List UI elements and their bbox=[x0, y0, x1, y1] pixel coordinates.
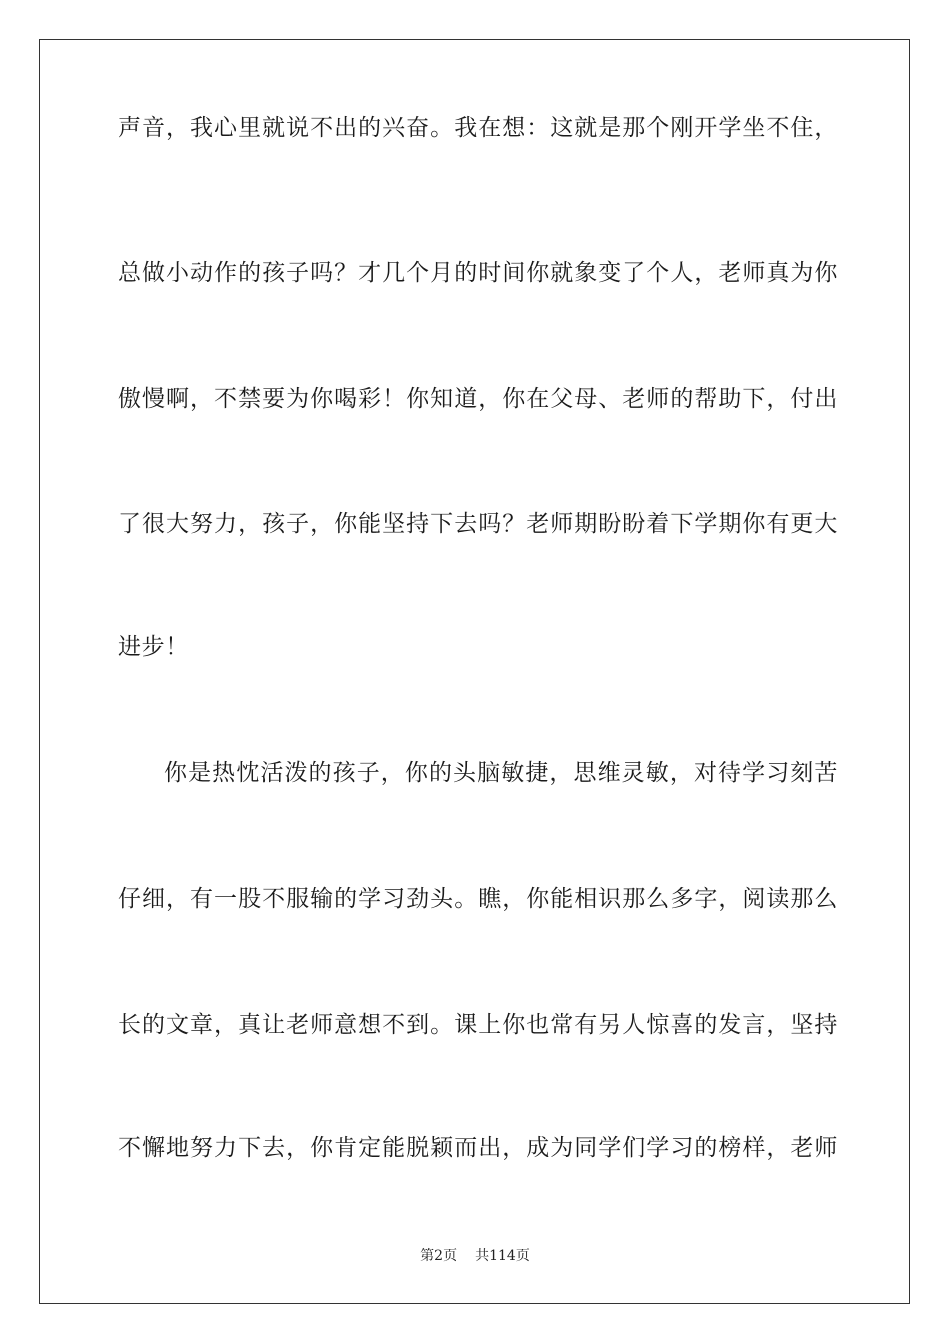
text-line-1: 声音，我心里就说不出的兴奋。我在想：这就是那个刚开学坐不住， bbox=[118, 115, 838, 141]
text-line-2: 总做小动作的孩子吗？才几个月的时间你就象变了个人，老师真为你 bbox=[118, 260, 838, 286]
text-line-6: 你是热忱活泼的孩子，你的头脑敏捷，思维灵敏，对待学习刻苦 bbox=[164, 760, 838, 786]
text-line-3: 傲慢啊，不禁要为你喝彩！你知道，你在父母、老师的帮助下，付出 bbox=[118, 386, 838, 412]
page-total: 共114页 bbox=[475, 1248, 530, 1264]
text-line-5: 进步！ bbox=[118, 634, 189, 660]
page-number: 第2页 bbox=[420, 1248, 458, 1264]
page-border bbox=[39, 39, 910, 1304]
page-footer bbox=[0, 1247, 950, 1265]
text-line-7: 仔细，有一股不服输的学习劲头。瞧，你能相识那么多字，阅读那么 bbox=[118, 886, 838, 912]
text-line-9: 不懈地努力下去，你肯定能脱颖而出，成为同学们学习的榜样，老师 bbox=[118, 1135, 838, 1161]
text-line-4: 了很大努力，孩子，你能坚持下去吗？老师期盼盼着下学期你有更大 bbox=[118, 511, 838, 537]
text-line-8: 长的文章，真让老师意想不到。课上你也常有另人惊喜的发言，坚持 bbox=[118, 1012, 838, 1038]
